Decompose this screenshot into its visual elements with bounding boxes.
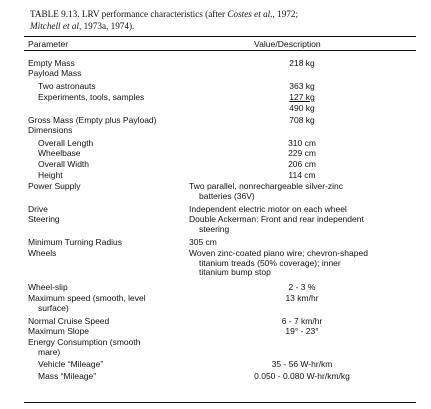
parameter-cell: Steering [28,214,60,224]
parameter-cell [28,338,182,357]
value-cell: 13 km/hr [285,293,319,303]
value-cell: 229 cm [288,148,316,158]
value-cell: 305 cm [189,237,217,247]
value-continuation: titanium bump stop [199,267,271,278]
subtotal-underlined-value: 127 kg [289,92,315,102]
parameter-cell: Overall Length [38,138,94,148]
value-line: Woven zinc-coated piano wire; chevron-shaped [189,248,368,258]
value-cell: 2 - 3 % [288,282,316,292]
header-value: Value/Description [254,39,321,49]
value-line: Two parallel, nonrechargeable silver-zinc [189,181,344,191]
value-cell: 0.050 - 0.080 W-hr/km/kg [254,371,350,381]
parameter-cell: Empty Mass [28,58,75,68]
value-continuation: batteries (36V) [199,190,255,201]
value-cell: 708 kg [289,115,315,125]
caption-reference: Mitchell et al [30,20,79,31]
header-parameter: Parameter [28,39,69,49]
caption-text: TABLE 9.13. LRV performance characteristics (after [30,9,228,19]
table-caption [30,9,420,32]
parameter-cell: Two astronauts [38,81,96,91]
parameter-cell: Minimum Turning Radius [28,237,123,247]
parameter-continuation: mare) [38,346,61,357]
caption-text: , 1973a, 1974). [78,20,135,31]
value-cell: 6 - 7 km/hr [281,316,323,326]
value-cell: 19° - 23° [285,326,319,336]
parameter-cell: Dimensions [28,125,73,135]
value-cell [189,182,415,201]
parameter-cell: Power Supply [28,181,81,191]
parameter-cell: Normal Cruise Speed [28,316,110,326]
value-cell: Independent electric motor on each wheel [189,204,347,214]
parameter-cell: Payload Mass [28,68,82,78]
value-cell: 35 - 56 W-hr/km [271,359,333,369]
parameter-cell: Wheelbase [38,148,81,158]
parameter-cell [28,294,182,313]
value-cell [189,215,415,234]
header-rule [24,50,416,51]
parameter-cell: Mass “Mileage” [38,371,97,381]
parameter-cell: Height [38,170,63,180]
value-continuation: titanium treads (50% coverage); inner [199,257,341,268]
parameter-line: Energy Consumption (smooth [28,337,141,347]
parameter-cell: Gross Mass (Empty plus Payload) [28,115,157,125]
parameter-cell: Wheel-slip [28,282,68,292]
value-line: Double Ackerman: Front and rear independent [189,214,364,224]
value-continuation: steering [199,223,230,234]
caption-text: , 1972; [272,9,299,19]
table-bottom-rule [24,402,416,403]
parameter-cell: Drive [28,204,48,214]
value-cell: 310 cm [288,138,316,148]
parameter-cell: Wheels [28,248,57,258]
value-cell: 114 cm [288,170,316,180]
parameter-line: Maximum speed (smooth, level [28,293,146,303]
value-cell [189,93,415,103]
caption-reference: Costes et al. [227,9,273,19]
value-cell: 206 cm [288,159,316,169]
parameter-cell: Maximum Slope [28,326,89,336]
value-cell: 218 kg [289,58,315,68]
value-cell [189,249,415,278]
value-cell: 490 kg [289,103,315,113]
value-cell: 363 kg [289,81,315,91]
parameter-cell: Vehicle “Mileage” [38,359,104,369]
table-top-rule [24,36,416,37]
parameter-cell: Overall Width [38,159,90,169]
parameter-continuation: surface) [38,302,69,313]
parameter-cell: Experiments, tools, samples [38,92,145,102]
